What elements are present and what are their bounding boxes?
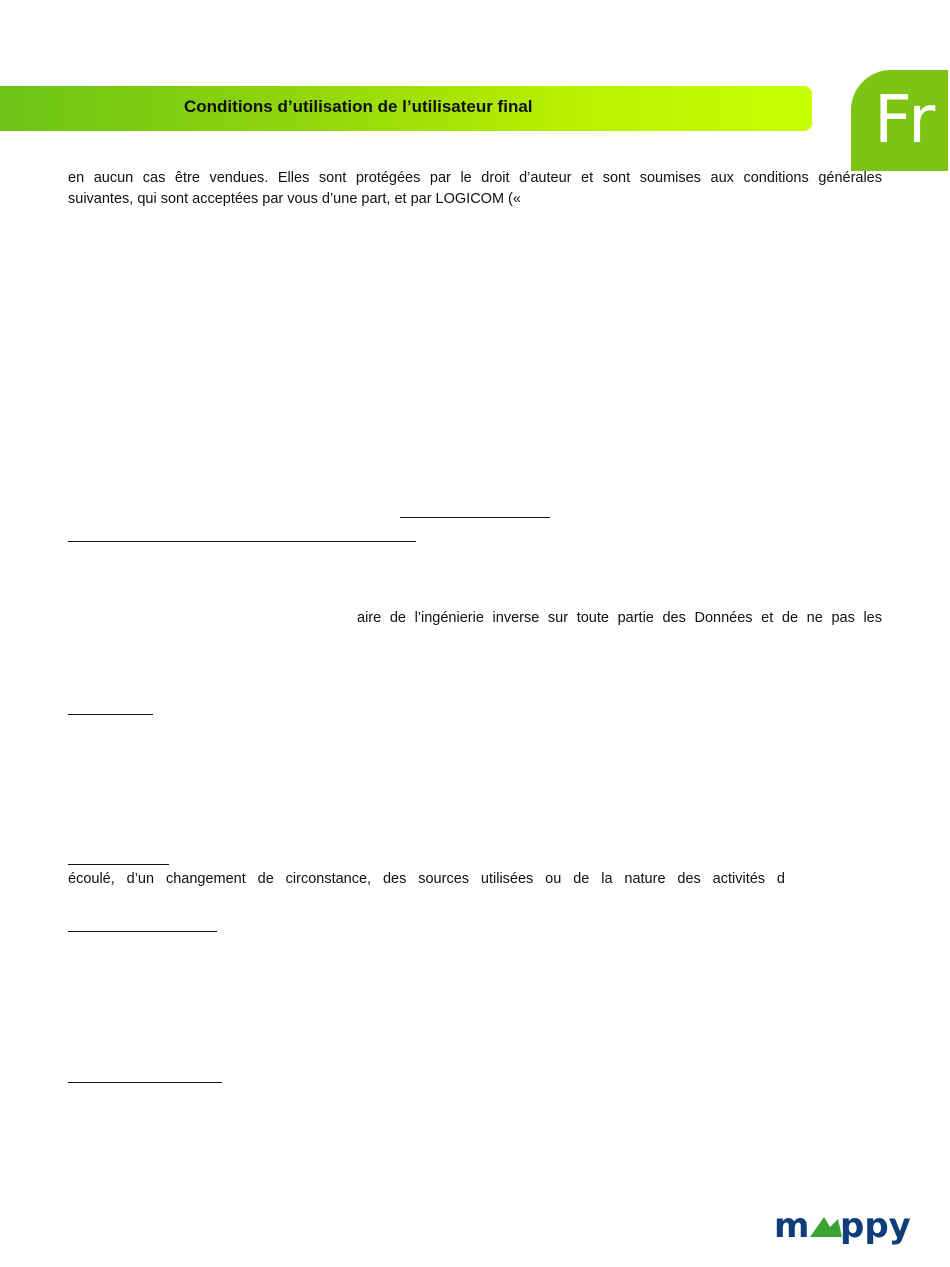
logo-mountain-icon	[810, 1217, 842, 1237]
heading-underline	[68, 864, 169, 865]
heading-underline	[68, 931, 217, 932]
logo-text-left: m	[774, 1207, 810, 1246]
heading-underline	[400, 517, 550, 518]
heading-underline	[68, 714, 153, 715]
heading-underline	[68, 1082, 222, 1083]
page-title: Conditions d’utilisation de l’utilisateur final	[184, 97, 533, 116]
mappy-logo	[774, 1207, 914, 1249]
paragraph-3-line-1: écoulé, d’un changement de circonstance, des sources utilisées ou de la nature des activités d	[68, 871, 785, 887]
paragraph-2-line-1: aire de l’ingénierie inverse sur toute partie des Données et de ne pas les	[357, 610, 882, 626]
paragraph-1-line-2: suivantes, qui sont acceptées par vous d’une part, et par LOGICOM («	[68, 191, 521, 207]
paragraph-1-line-1: en aucun cas être vendues. Elles sont protégées par le droit d’auteur et sont soumises aux conditions générales	[68, 170, 882, 186]
heading-underline	[68, 541, 416, 542]
language-badge-label: Fr	[874, 81, 937, 158]
logo-text-right: ppy	[840, 1207, 911, 1246]
